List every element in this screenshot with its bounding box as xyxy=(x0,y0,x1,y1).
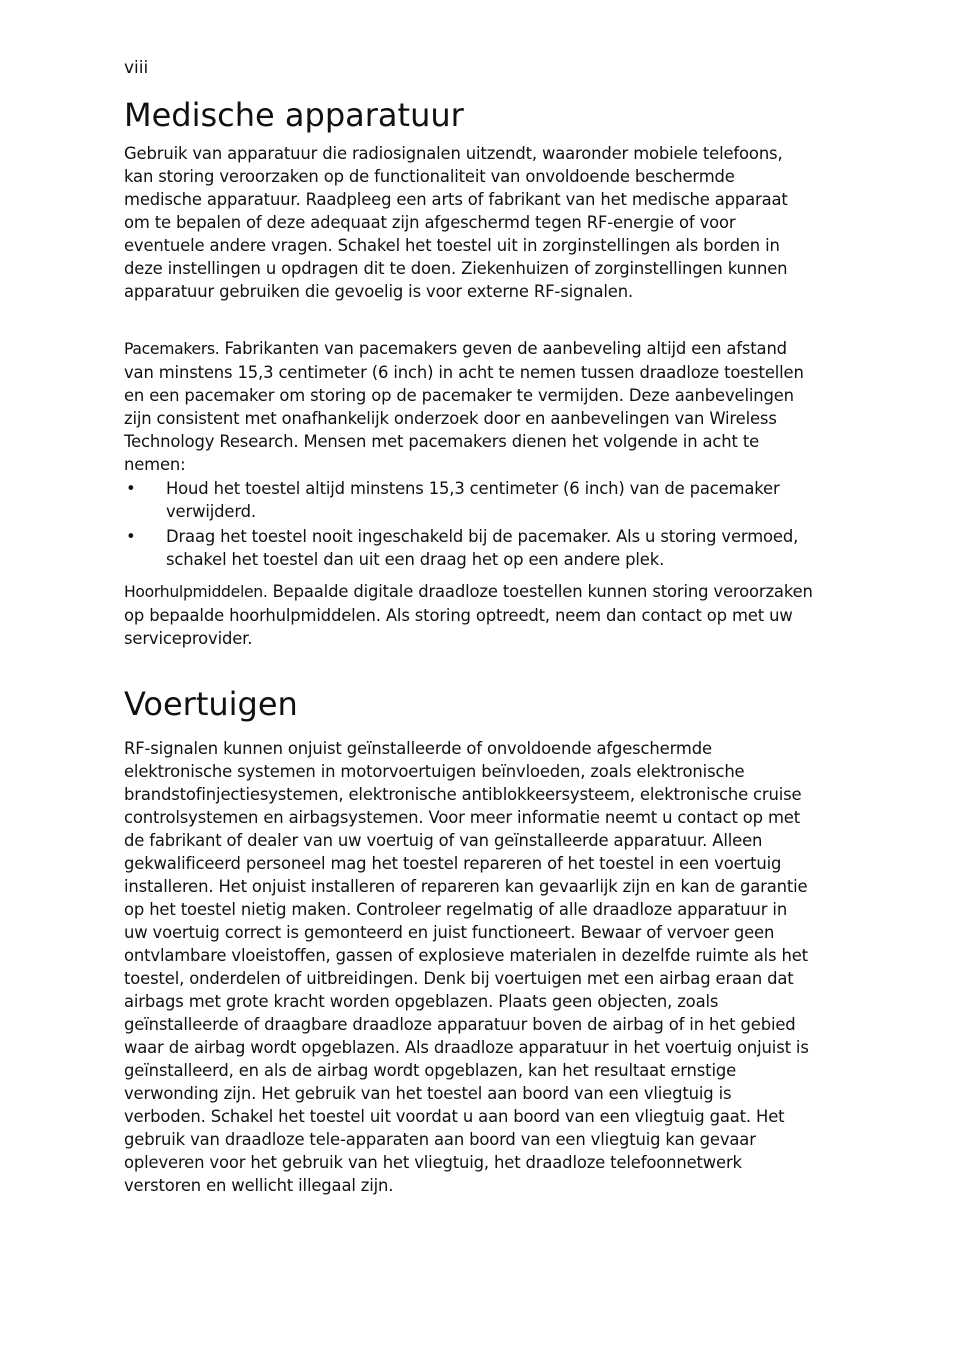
pacemakers-text: Fabrikanten van pacemakers geven de aanbeveling altijd een afstand van minstens 15,3 centimeter (6 inch) in acht te nemen tussen draadloze toestellen en een pacemaker om storing op de pacemaker te vermijden. Deze aanbevelingen zijn consistent met onafhankelijk onderzoek door en aanbevelingen van Wireless Technology Research. Mensen met pacemakers dienen het volgende in acht te nemen: xyxy=(124,339,804,474)
section-title-medische-apparatuur: Medische apparatuur xyxy=(124,96,464,134)
pacemaker-bullet-list xyxy=(124,477,814,573)
list-item xyxy=(124,525,814,571)
paragraph-medical-intro: Gebruik van apparatuur die radiosignalen uitzendt, waaronder mobiele telefoons, kan storing veroorzaken op de functionaliteit van onvoldoende beschermde medische apparatuur. Raadpleeg een arts of fabrikant van het medische apparaat om te bepalen of deze adequaat zijn afgeschermd tegen RF-energie of voor eventuele andere vragen. Schakel het toestel uit in zorginstellingen als borden in deze instellingen u opdragen dit te doen. Ziekenhuizen of zorginstellingen kunnen apparatuur gebruiken die gevoelig is voor externe RF-signalen. xyxy=(124,144,788,301)
list-item xyxy=(124,477,814,523)
list-item-text: Houd het toestel altijd minstens 15,3 centimeter (6 inch) van de pacemaker verwijderd. xyxy=(166,479,780,521)
paragraph-vehicles: RF-signalen kunnen onjuist geïnstalleerde of onvoldoende afgeschermde elektronische systemen in motorvoertuigen beïnvloeden, zoals elektronische brandstofinjectiesystemen, elektronische antiblokkeersysteem, elektronische cruise controlsystemen en airbagsystemen. Voor meer informatie neemt u contact op met de fabrikant of dealer van uw voertuig of van geïnstalleerde apparatuur. Alleen gekwalificeerd personeel mag het toestel repareren of het toestel in een voertuig installeren. Het onjuist installeren of repareren kan gevaarlijk zijn en kan de garantie op het toestel nietig maken. Controleer regelmatig of alle draadloze apparatuur in uw voertuig correct is gemonteerd en juist functioneert. Bewaar of vervoer geen ontvlambare vloeistoffen, gassen of explosieve materialen in dezelfde ruimte als het toestel, onderdelen of uitbreidingen. Denk bij voertuigen met een airbag eraan dat airbags met grote kracht worden opgeblazen. Plaats geen objecten, zoals geïnstalleerde of draagbare draadloze apparatuur boven de airbag of in het gebied waar de airbag wordt opgeblazen. Als draadloze apparatuur in het voertuig onjuist is geïnstalleerd, en als de airbag wordt opgeblazen, kan het resultaat ernstige verwonding zijn. Het gebruik van het toestel aan boord van een vliegtuig is verboden. Schakel het toestel uit voordat u aan boord van een vliegtuig gaat. Het gebruik van draadloze tele-apparaten aan boord van een vliegtuig kan gevaar opleveren voor het gebruik van het vliegtuig, het draadloze telefoonnetwerk verstoren en wellicht illegaal zijn. xyxy=(124,739,809,1195)
bullet-icon: • xyxy=(126,527,136,546)
bullet-icon: • xyxy=(126,479,136,498)
paragraph-pacemakers xyxy=(124,337,814,476)
pacemakers-run-in-heading: Pacemakers. xyxy=(124,340,220,358)
page-number: viii xyxy=(124,58,149,78)
list-item-text: Draag het toestel nooit ingeschakeld bij de pacemaker. Als u storing vermoed, schakel het toestel dan uit een draag het op een andere plek. xyxy=(166,527,799,569)
paragraph-hearing-aids xyxy=(124,580,814,650)
hearing-aids-text: Bepaalde digitale draadloze toestellen kunnen storing veroorzaken op bepaalde hoorhulpmiddelen. Als storing optreedt, neem dan contact op met uw serviceprovider. xyxy=(124,582,813,648)
section-title-voertuigen: Voertuigen xyxy=(124,685,298,723)
hearing-aids-run-in-heading: Hoorhulpmiddelen. xyxy=(124,583,268,601)
